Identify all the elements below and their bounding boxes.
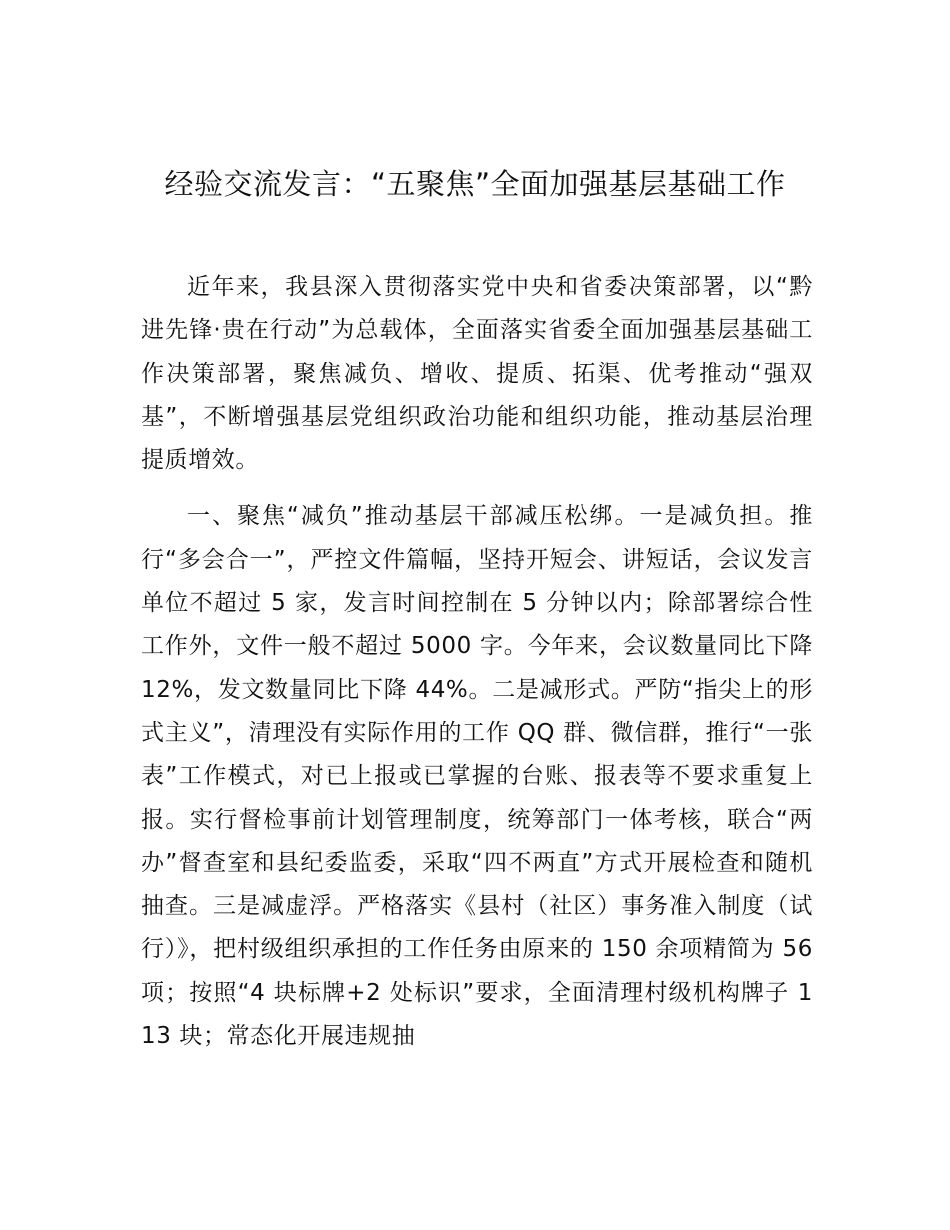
document-body	[141, 266, 813, 1058]
section-one-paragraph: 一、聚焦“减负”推动基层干部减压松绑。一是减负担。推行“多会合一”，严控文件篇幅，坚持开短会、讲短话，会议发言单位不超过 5 家，发言时间控制在 5 分钟以内；除部署综合性工作外，文件一般不超过 5000 字。今年来，会议数量同比下降 12%，发文数量同比下降 44%。二是减形式。严防“指尖上的形式主义”，清理没有实际作用的工作 QQ 群、微信群，推行“一张表”工作模式，对已上报或已掌握的台账、报表等不要求重复上报。实行督检事前计划管理制度，统筹部门一体考核，联合“两办”督查室和县纪委监委，采取“四不两直”方式开展检查和随机抽查。三是减虚浮。严格落实《县村（社区）事务准入制度（试行）》，把村级组织承担的工作任务由原来的 150 余项精简为 56 项；按照“4 块标牌+2 处标识”要求，全面清理村级机构牌子 113 块；常态化开展违规抽	[141, 503, 813, 1050]
document-title: 经验交流发言：“五聚焦”全面加强基层基础工作	[164, 167, 786, 201]
intro-paragraph: 近年来，我县深入贯彻落实党中央和省委决策部署，以“黔进先锋·贵在行动”为总载体，全面落实省委全面加强基层基础工作决策部署，聚焦减负、增收、提质、拓渠、优考推动“强双基”，不断增强基层党组织政治功能和组织功能，推动基层治理提质增效。	[141, 274, 813, 474]
